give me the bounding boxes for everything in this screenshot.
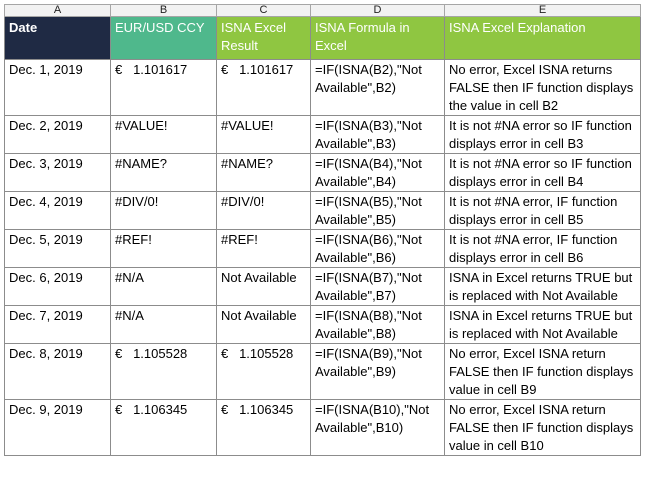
- result-cell[interactable]: € 1.105528: [217, 344, 311, 400]
- formula-cell[interactable]: =IF(ISNA(B8),"Not Available",B8): [311, 306, 445, 344]
- column-letter-row: [5, 5, 641, 17]
- result-cell[interactable]: € 1.101617: [217, 60, 311, 116]
- formula-cell[interactable]: =IF(ISNA(B2),"Not Available",B2): [311, 60, 445, 116]
- table-row: [5, 400, 641, 456]
- date-cell[interactable]: Dec. 5, 2019: [5, 230, 111, 268]
- table-row: [5, 116, 641, 154]
- date-cell[interactable]: Dec. 6, 2019: [5, 268, 111, 306]
- explanation-cell[interactable]: It is not #NA error so IF function displays error in cell B4: [445, 154, 641, 192]
- result-cell[interactable]: Not Available: [217, 306, 311, 344]
- formula-cell[interactable]: =IF(ISNA(B3),"Not Available",B3): [311, 116, 445, 154]
- result-cell[interactable]: #NAME?: [217, 154, 311, 192]
- table-row: [5, 306, 641, 344]
- explanation-cell[interactable]: It is not #NA error so IF function displays error in cell B3: [445, 116, 641, 154]
- header-ccy-cell[interactable]: EUR/USD CCY: [111, 17, 217, 60]
- isna-table: [4, 4, 641, 456]
- column-header-a[interactable]: A: [5, 5, 111, 17]
- header-date-cell[interactable]: Date: [5, 17, 111, 60]
- formula-cell[interactable]: =IF(ISNA(B7),"Not Available",B7): [311, 268, 445, 306]
- result-cell[interactable]: #REF!: [217, 230, 311, 268]
- ccy-cell[interactable]: #N/A: [111, 306, 217, 344]
- explanation-cell[interactable]: No error, Excel ISNA returns FALSE then IF function displays the value in cell B2: [445, 60, 641, 116]
- result-cell[interactable]: € 1.106345: [217, 400, 311, 456]
- formula-cell[interactable]: =IF(ISNA(B9),"Not Available",B9): [311, 344, 445, 400]
- explanation-cell[interactable]: It is not #NA error, IF function displays error in cell B6: [445, 230, 641, 268]
- result-cell[interactable]: #VALUE!: [217, 116, 311, 154]
- table-row: [5, 268, 641, 306]
- column-header-c[interactable]: C: [217, 5, 311, 17]
- date-cell[interactable]: Dec. 9, 2019: [5, 400, 111, 456]
- spreadsheet: [4, 4, 641, 456]
- date-cell[interactable]: Dec. 3, 2019: [5, 154, 111, 192]
- header-formula-cell[interactable]: ISNA Formula in Excel: [311, 17, 445, 60]
- explanation-cell[interactable]: ISNA in Excel returns TRUE but is replaced with Not Available: [445, 306, 641, 344]
- date-cell[interactable]: Dec. 4, 2019: [5, 192, 111, 230]
- formula-cell[interactable]: =IF(ISNA(B10),"Not Available",B10): [311, 400, 445, 456]
- header-row: [5, 17, 641, 60]
- date-cell[interactable]: Dec. 2, 2019: [5, 116, 111, 154]
- formula-cell[interactable]: =IF(ISNA(B4),"Not Available",B4): [311, 154, 445, 192]
- explanation-cell[interactable]: ISNA in Excel returns TRUE but is replaced with Not Available: [445, 268, 641, 306]
- explanation-cell[interactable]: No error, Excel ISNA return FALSE then IF function displays value in cell B10: [445, 400, 641, 456]
- column-header-b[interactable]: B: [111, 5, 217, 17]
- ccy-cell[interactable]: #NAME?: [111, 154, 217, 192]
- header-explanation-cell[interactable]: ISNA Excel Explanation: [445, 17, 641, 60]
- ccy-cell[interactable]: #VALUE!: [111, 116, 217, 154]
- table-row: [5, 344, 641, 400]
- ccy-cell[interactable]: € 1.105528: [111, 344, 217, 400]
- date-cell[interactable]: Dec. 1, 2019: [5, 60, 111, 116]
- ccy-cell[interactable]: #DIV/0!: [111, 192, 217, 230]
- explanation-cell[interactable]: No error, Excel ISNA return FALSE then IF function displays value in cell B9: [445, 344, 641, 400]
- ccy-cell[interactable]: #REF!: [111, 230, 217, 268]
- table-row: [5, 192, 641, 230]
- table-row: [5, 60, 641, 116]
- ccy-cell[interactable]: #N/A: [111, 268, 217, 306]
- ccy-cell[interactable]: € 1.106345: [111, 400, 217, 456]
- header-result-cell[interactable]: ISNA Excel Result: [217, 17, 311, 60]
- formula-cell[interactable]: =IF(ISNA(B5),"Not Available",B5): [311, 192, 445, 230]
- result-cell[interactable]: #DIV/0!: [217, 192, 311, 230]
- date-cell[interactable]: Dec. 8, 2019: [5, 344, 111, 400]
- column-header-d[interactable]: D: [311, 5, 445, 17]
- column-header-e[interactable]: E: [445, 5, 641, 17]
- formula-cell[interactable]: =IF(ISNA(B6),"Not Available",B6): [311, 230, 445, 268]
- explanation-cell[interactable]: It is not #NA error, IF function displays error in cell B5: [445, 192, 641, 230]
- ccy-cell[interactable]: € 1.101617: [111, 60, 217, 116]
- date-cell[interactable]: Dec. 7, 2019: [5, 306, 111, 344]
- result-cell[interactable]: Not Available: [217, 268, 311, 306]
- table-row: [5, 154, 641, 192]
- table-row: [5, 230, 641, 268]
